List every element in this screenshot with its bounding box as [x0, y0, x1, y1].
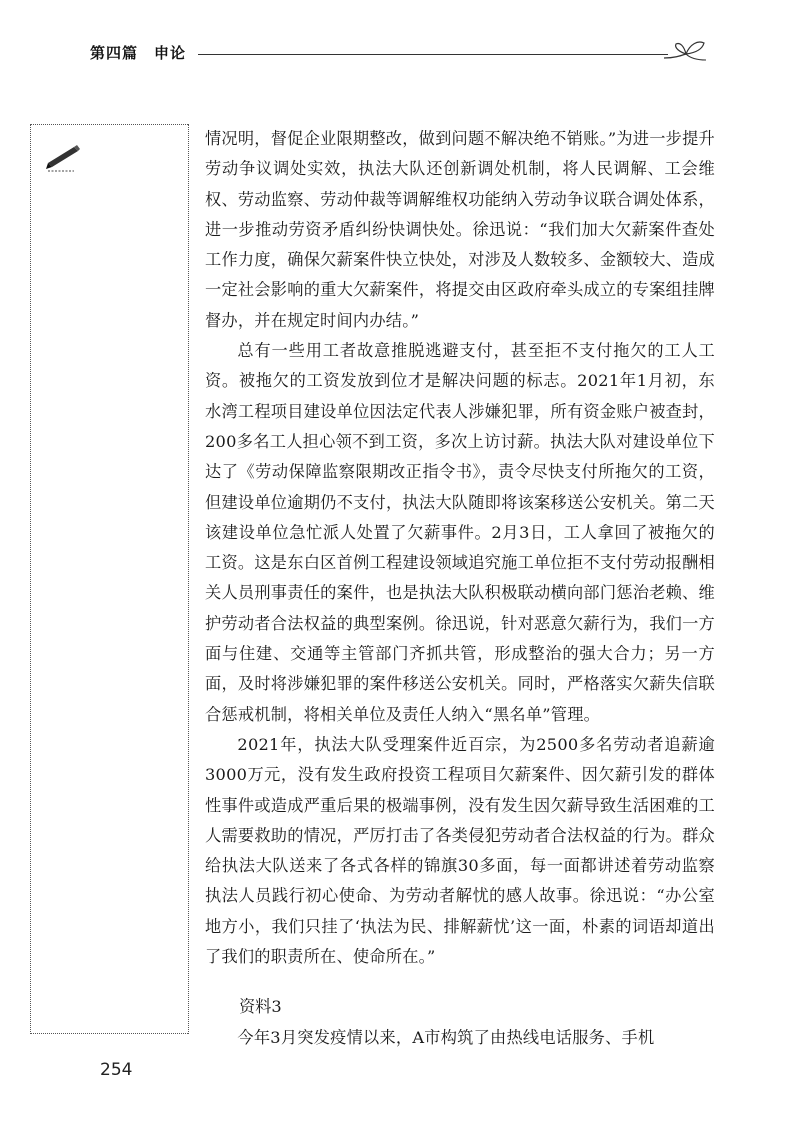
main-text — [205, 124, 715, 1053]
sprout-icon — [660, 38, 712, 68]
paragraph-3: 2021年，执法大队受理案件近百宗，为2500多名劳动者追薪逾3000万元，没有发生政府投资工程项目欠薪案件、因欠薪引发的群体性事件或造成严重后果的极端事例，没有发生因欠薪导致生活困难的工人需要救助的情况，严厉打击了各类侵犯劳动者合法权益的行为。群众给执法大队送来了各式各样的锦旗30多面，每一面都讲述着劳动监察执法人员践行初心使命、为劳动者解忧的感人故事。徐迅说：“办公室地方小，我们只挂了‘执法为民、排解薪忧’这一面，朴素的词语却道出了我们的职责所在、使命所在。” — [205, 734, 715, 967]
section-label: 资料3 — [239, 997, 282, 1017]
margin-note-area — [30, 124, 188, 1034]
header-rule — [198, 54, 668, 55]
page-header — [90, 38, 710, 78]
pen-icon — [44, 141, 82, 173]
paragraph-2: 总有一些用工者故意推脱逃避支付，甚至拒不支付拖欠的工人工资。被拖欠的工资发放到位才是解决问题的标志。2021年1月初，东水湾工程项目建设单位因法定代表人涉嫌犯罪，所有资金账户被查封，200多名工人担心领不到工资，多次上访讨薪。执法大队对建设单位下达了《劳动保障监察限期改正指令书》，责令尽快支付所拖欠的工资，但建设单位逾期仍不支付，执法大队随即将该案移送公安机关。第二天该建设单位急忙派人处置了欠薪事件。2月3日，工人拿回了被拖欠的工资。这是东白区首例工程建设领域追究施工单位拒不支付劳动报酬相关人员刑事责任的案件，也是执法大队积极联动横向部门惩治老赖、维护劳动者合法权益的典型案例。徐迅说，针对恶意欠薪行为，我们一方面与住建、交通等主管部门齐抓共管，形成整治的强大合力；另一方面，及时将涉嫌犯罪的案件移送公安机关。同时，严格落实欠薪失信联合惩戒机制，将相关单位及责任人纳入“黑名单”管理。 — [205, 341, 715, 724]
margin-divider — [188, 124, 189, 1034]
header-title: 第四篇 申论 — [90, 44, 187, 62]
section-gap — [205, 972, 715, 992]
section-first-line: 今年3月突发疫情以来，A市构筑了由热线电话服务、手机 — [237, 1027, 655, 1047]
page-number: 254 — [100, 1060, 133, 1080]
paragraph-1: 情况明，督促企业限期整改，做到问题不解决绝不销账。”为进一步提升劳动争议调处实效，执法大队还创新调处机制，将人民调解、工会维权、劳动监察、劳动仲裁等调解维权功能纳入劳动争议联合调处体系，进一步推动劳资矛盾纠纷快调快处。徐迅说：“我们加大欠薪案件查处工作力度，确保欠薪案件快立快处，对涉及人数较多、金额较大、造成一定社会影响的重大欠薪案件，将提交由区政府牵头成立的专案组挂牌督办，并在规定时间内办结。” — [205, 129, 715, 330]
